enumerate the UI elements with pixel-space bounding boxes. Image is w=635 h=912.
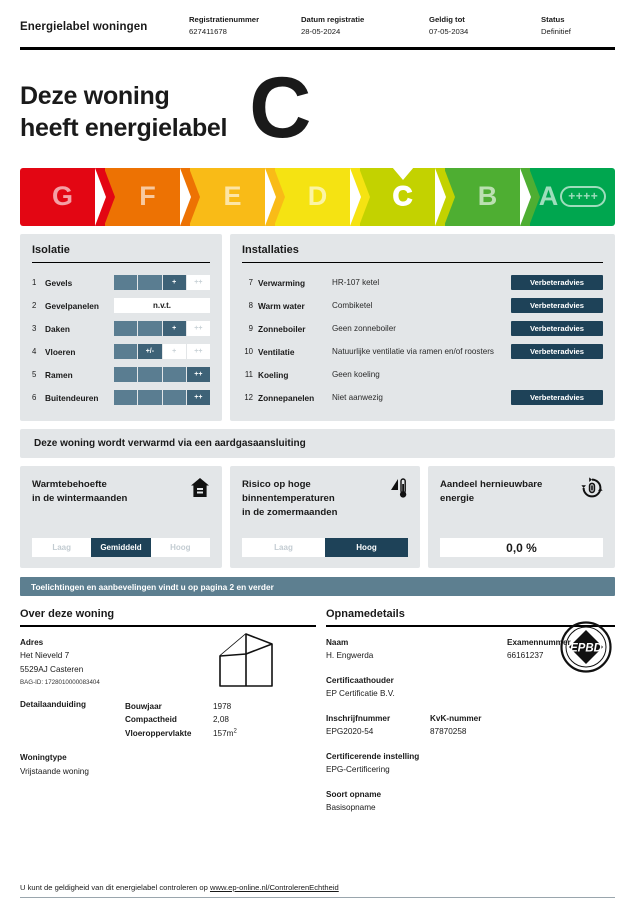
hernieuwbare-value: 0,0 %: [440, 538, 603, 557]
hernieuwbare-energie-card: [428, 466, 615, 568]
verbeteradvies-button[interactable]: Verbeteradvies: [511, 321, 603, 336]
over-woning-title: Over deze woning: [20, 608, 115, 621]
verbeteradvies-button[interactable]: Verbeteradvies: [511, 275, 603, 290]
installatie-row-label: Warm water: [258, 300, 305, 311]
house-heat-icon: [190, 477, 210, 504]
soort-opname-block: [326, 788, 615, 815]
certificerende-instelling-block: [326, 750, 615, 777]
detail-key: Compactheid: [125, 715, 177, 725]
document-title: Energielabel woningen: [20, 21, 148, 33]
scale-bar: [20, 168, 615, 226]
isolatie-rating-cell: [163, 390, 187, 405]
naam-label: Naam: [326, 637, 349, 647]
examennummer-value: 66161237: [507, 651, 544, 661]
detail-value-superscript: 2: [233, 728, 237, 735]
woningtype-label: Woningtype: [20, 753, 67, 763]
installatie-row-label: Zonneboiler: [258, 323, 306, 334]
scale-letter: E: [223, 181, 242, 211]
warmtebehoefte-option[interactable]: Hoog: [170, 543, 191, 553]
isolatie-row-number: 4: [32, 347, 37, 357]
isolatie-rating-cell: ++: [187, 275, 210, 290]
installatie-row-value: Geen koeling: [332, 370, 380, 380]
risico-title-line-3: in de zomermaanden: [242, 506, 338, 518]
house-outline-icon: [216, 630, 294, 697]
isolatie-row-label: Ramen: [45, 369, 73, 380]
header-meta: [189, 14, 621, 38]
meta-value: Definitief: [541, 26, 571, 36]
scale-segment-f: [105, 168, 190, 226]
risico-option[interactable]: Laag: [274, 543, 293, 553]
detail-key: Bouwjaar: [125, 701, 162, 711]
installatie-row-value: Natuurlijke ventilatie via ramen en/of roosters: [332, 347, 494, 357]
inschrijf-kvk-block: [326, 712, 615, 739]
inschrijfnummer-field: [326, 712, 430, 739]
installatie-row-label: Ventilatie: [258, 346, 295, 357]
soort-opname-value: Basisopname: [326, 803, 376, 813]
risico-option[interactable]: Hoog: [325, 538, 408, 557]
isolatie-rating-cell: [114, 275, 138, 290]
isolatie-rating-cell: ++: [187, 367, 210, 382]
installaties-title: Installaties: [242, 243, 299, 256]
risico-card: [230, 466, 420, 568]
bottom-sections: [20, 608, 615, 826]
isolatie-row-label: Buitendeuren: [45, 392, 99, 403]
isolatie-rating-cell: +: [163, 275, 187, 290]
energy-label-letter: C: [249, 59, 312, 156]
installaties-panel: [230, 234, 615, 422]
isolatie-rating: [114, 390, 210, 405]
warmtebehoefte-title-line-1: Warmtebehoefte: [32, 479, 107, 491]
document-footer: [20, 883, 615, 898]
detailaanduiding-table: [125, 700, 237, 741]
isolatie-row-number: 3: [32, 324, 37, 334]
hernieuwbare-title: [440, 478, 580, 506]
scale-arrow-notch: [95, 168, 106, 226]
detail-line: [125, 727, 237, 741]
certificaathouder-value: EP Certificatie B.V.: [326, 689, 395, 699]
verbeteradvies-button[interactable]: Verbeteradvies: [511, 344, 603, 359]
installatie-row-value: Combiketel: [332, 301, 373, 311]
isolatie-rating: [114, 275, 210, 290]
isolatie-rating-cell: [163, 367, 187, 382]
naam-value: H. Engwerda: [326, 651, 374, 661]
verbeteradvies-button[interactable]: Verbeteradvies: [511, 390, 603, 405]
meta-value: 627411678: [189, 26, 227, 36]
isolatie-rating-cell: [114, 344, 138, 359]
isolatie-row-number: 1: [32, 278, 37, 288]
installatie-row-value: Niet aanwezig: [332, 393, 383, 403]
installatie-row-label: Zonnepanelen: [258, 392, 315, 403]
risico-options[interactable]: [242, 538, 408, 557]
hernieuwbare-title-line-1: Aandeel hernieuwbare: [440, 479, 543, 491]
isolatie-row-label: Gevelpanelen: [45, 300, 99, 311]
kvk-label: KvK-nummer: [430, 713, 482, 723]
detailaanduiding-label: Detailaanduiding: [20, 699, 86, 709]
hernieuwbare-title-line-2: energie: [440, 493, 475, 504]
isolatie-rating-cell: [114, 321, 138, 336]
scale-letter: A: [538, 181, 559, 211]
meta-datum-registratie: [301, 14, 429, 38]
scale-arrow-notch: [520, 168, 531, 226]
isolatie-rating: [114, 367, 210, 382]
isolatie-row-label: Gevels: [45, 277, 73, 288]
detailaanduiding-block: [20, 700, 316, 741]
isolatie-rating-cell: [114, 390, 138, 405]
isolatie-row-label: Vloeren: [45, 346, 76, 357]
meta-label: Datum registratie: [301, 15, 365, 24]
renewable-cycle-icon: [581, 477, 603, 504]
isolatie-row: [32, 317, 210, 340]
detail-value: 1978: [213, 701, 232, 711]
ep-online-link[interactable]: www.ep-online.nl/ControlerenEchtheid: [209, 882, 339, 892]
isolatie-title: Isolatie: [32, 243, 70, 256]
certificerende-instelling-value: EPG-Certificering: [326, 765, 390, 775]
hero-heading: [20, 80, 227, 144]
installaties-divider: [242, 262, 603, 264]
isolatie-rating-cell: +: [163, 321, 187, 336]
thermometer-icon: [388, 477, 408, 504]
verbeteradvies-placeholder: [511, 367, 603, 382]
scale-segment-g: [20, 168, 105, 226]
installatie-row-number: 12: [244, 393, 253, 403]
svg-text:EPBD: EPBD: [570, 642, 602, 655]
installatie-row: [242, 294, 603, 317]
toelichting-banner: Toelichtingen en aanbevelingen vindt u op pagina 2 en verder: [20, 577, 615, 596]
installatie-row-label: Verwarming: [258, 277, 306, 288]
installatie-row: [242, 317, 603, 340]
opnamedetails-section: [326, 608, 615, 826]
detail-key: Vloeroppervlakte: [125, 728, 192, 738]
warmtebehoefte-title: [32, 478, 172, 506]
isolatie-row: [32, 363, 210, 386]
isolatie-rating-cell: [114, 367, 138, 382]
isolatie-row-label: Daken: [45, 323, 70, 334]
installatie-row-number: 7: [248, 278, 253, 288]
scale-plus-badge: ++++: [560, 186, 606, 207]
installatie-row-number: 9: [248, 324, 253, 334]
isolatie-row-number: 6: [32, 393, 37, 403]
scale-arrow-notch: [350, 168, 361, 226]
adres-label: Adres: [20, 637, 44, 647]
isolatie-rating-cell: +/-: [138, 344, 162, 359]
kvk-field: [430, 712, 481, 739]
meta-value: 28-05-2024: [301, 26, 341, 36]
isolatie-panel: [20, 234, 222, 422]
scale-letter: C: [392, 181, 413, 211]
inschrijfnummer-value: EPG2020-54: [326, 727, 374, 737]
installatie-row: [242, 340, 603, 363]
isolatie-row: [32, 271, 210, 294]
isolatie-rating-cell: ++: [187, 321, 210, 336]
aardgas-banner: Deze woning wordt verwarmd via een aardgasaansluiting: [20, 429, 615, 458]
scale-pointer: [392, 167, 414, 180]
scale-segment-e: [190, 168, 275, 226]
installatie-row-number: 11: [244, 370, 253, 380]
isolatie-row-number: 2: [32, 301, 37, 311]
isolatie-rating-cell: [138, 275, 162, 290]
kvk-value: 87870258: [430, 727, 467, 737]
certificerende-instelling-label: Certificerende instelling: [326, 751, 420, 761]
certificaathouder-label: Certificaathouder: [326, 675, 394, 685]
over-woning-divider: [20, 625, 316, 627]
detail-value: 2,08: [213, 715, 229, 725]
isolatie-rating-cell: [138, 321, 162, 336]
isolatie-row: [32, 386, 210, 409]
scale-letter: D: [307, 181, 328, 211]
document-header: [14, 0, 621, 44]
isolatie-divider: [32, 262, 210, 264]
warmtebehoefte-option[interactable]: Laag: [52, 543, 71, 553]
panels-row: [20, 234, 615, 422]
isolatie-rating-cell: [138, 367, 162, 382]
meta-label: Registratienummer: [189, 15, 260, 24]
installatie-row: [242, 386, 603, 409]
risico-title-line-2: binnentemperaturen: [242, 493, 335, 504]
warmtebehoefte-card: [20, 466, 222, 568]
installatie-row: [242, 363, 603, 386]
bag-id: BAG-ID: 1728010000083404: [20, 679, 100, 687]
installatie-row-value: Geen zonneboiler: [332, 324, 396, 334]
verbeteradvies-button[interactable]: Verbeteradvies: [511, 298, 603, 313]
isolatie-rating: [114, 321, 210, 336]
scale-segment-a: [530, 168, 615, 226]
installatie-row: [242, 271, 603, 294]
epbd-logo-icon: [559, 620, 613, 679]
isolatie-rating: [114, 344, 210, 359]
scale-segment-d: [275, 168, 360, 226]
risico-title: [242, 478, 382, 520]
over-deze-woning-section: [20, 608, 316, 826]
footer-divider: [20, 897, 615, 898]
soort-opname-label: Soort opname: [326, 789, 382, 799]
examennummer-label: Examennummer: [507, 637, 571, 647]
meta-label: Status: [541, 15, 565, 24]
installatie-row-number: 10: [244, 347, 253, 357]
isolatie-rating-cell: ++: [187, 344, 210, 359]
installaties-rows: [242, 271, 603, 409]
detail-line: [125, 713, 237, 727]
warmtebehoefte-title-line-2: in de wintermaanden: [32, 493, 128, 504]
isolatie-row: [32, 294, 210, 317]
meta-registratienummer: [189, 14, 301, 38]
isolatie-rows: [32, 271, 210, 409]
isolatie-rating-cell: ++: [187, 390, 210, 405]
meta-label: Geldig tot: [429, 15, 465, 24]
scale-segment-b: [445, 168, 530, 226]
warmtebehoefte-options[interactable]: [32, 538, 210, 557]
installatie-row-number: 8: [248, 301, 253, 311]
isolatie-rating-nvt: n.v.t.: [114, 298, 210, 313]
hero-line-1: Deze woning: [20, 81, 170, 110]
naam-field: [326, 636, 507, 663]
footer-text: [20, 883, 615, 897]
hero-section: [14, 50, 621, 160]
scale-letter: F: [139, 181, 156, 211]
meta-value: 07-05-2034: [429, 26, 469, 36]
scale-letter: B: [477, 181, 498, 211]
hero-line-2: heeft energielabel: [20, 113, 228, 142]
scale-letter: G: [51, 181, 73, 211]
isolatie-rating-cell: +: [163, 344, 187, 359]
woningtype-block: [20, 751, 316, 778]
scale-arrow-notch: [180, 168, 191, 226]
adres-line-1: Het Nieveld 7: [20, 651, 70, 661]
meta-geldig-tot: [429, 14, 541, 38]
inschrijfnummer-label: Inschrijfnummer: [326, 713, 391, 723]
opnamedetails-title: Opnamedetails: [326, 608, 405, 621]
risico-title-line-1: Risico op hoge: [242, 479, 311, 491]
installatie-row-label: Koeling: [258, 369, 289, 380]
detail-value: $157m^2$: [213, 728, 237, 738]
adres-line-2: 5529AJ Casteren: [20, 664, 84, 674]
indicator-cards: [20, 466, 615, 568]
meta-status: [541, 14, 621, 38]
scale-arrow-notch: [435, 168, 446, 226]
woningtype-value: Vrijstaande woning: [20, 766, 89, 776]
isolatie-row: [32, 340, 210, 363]
isolatie-rating-cell: [138, 390, 162, 405]
warmtebehoefte-option[interactable]: Gemiddeld: [91, 538, 150, 557]
energy-scale: [20, 168, 615, 226]
installatie-row-value: HR-107 ketel: [332, 278, 380, 288]
detail-line: [125, 700, 237, 714]
footer-label: U kunt de geldigheid van dit energielabel controleren op: [20, 882, 210, 892]
scale-arrow-notch: [265, 168, 276, 226]
isolatie-row-number: 5: [32, 370, 37, 380]
